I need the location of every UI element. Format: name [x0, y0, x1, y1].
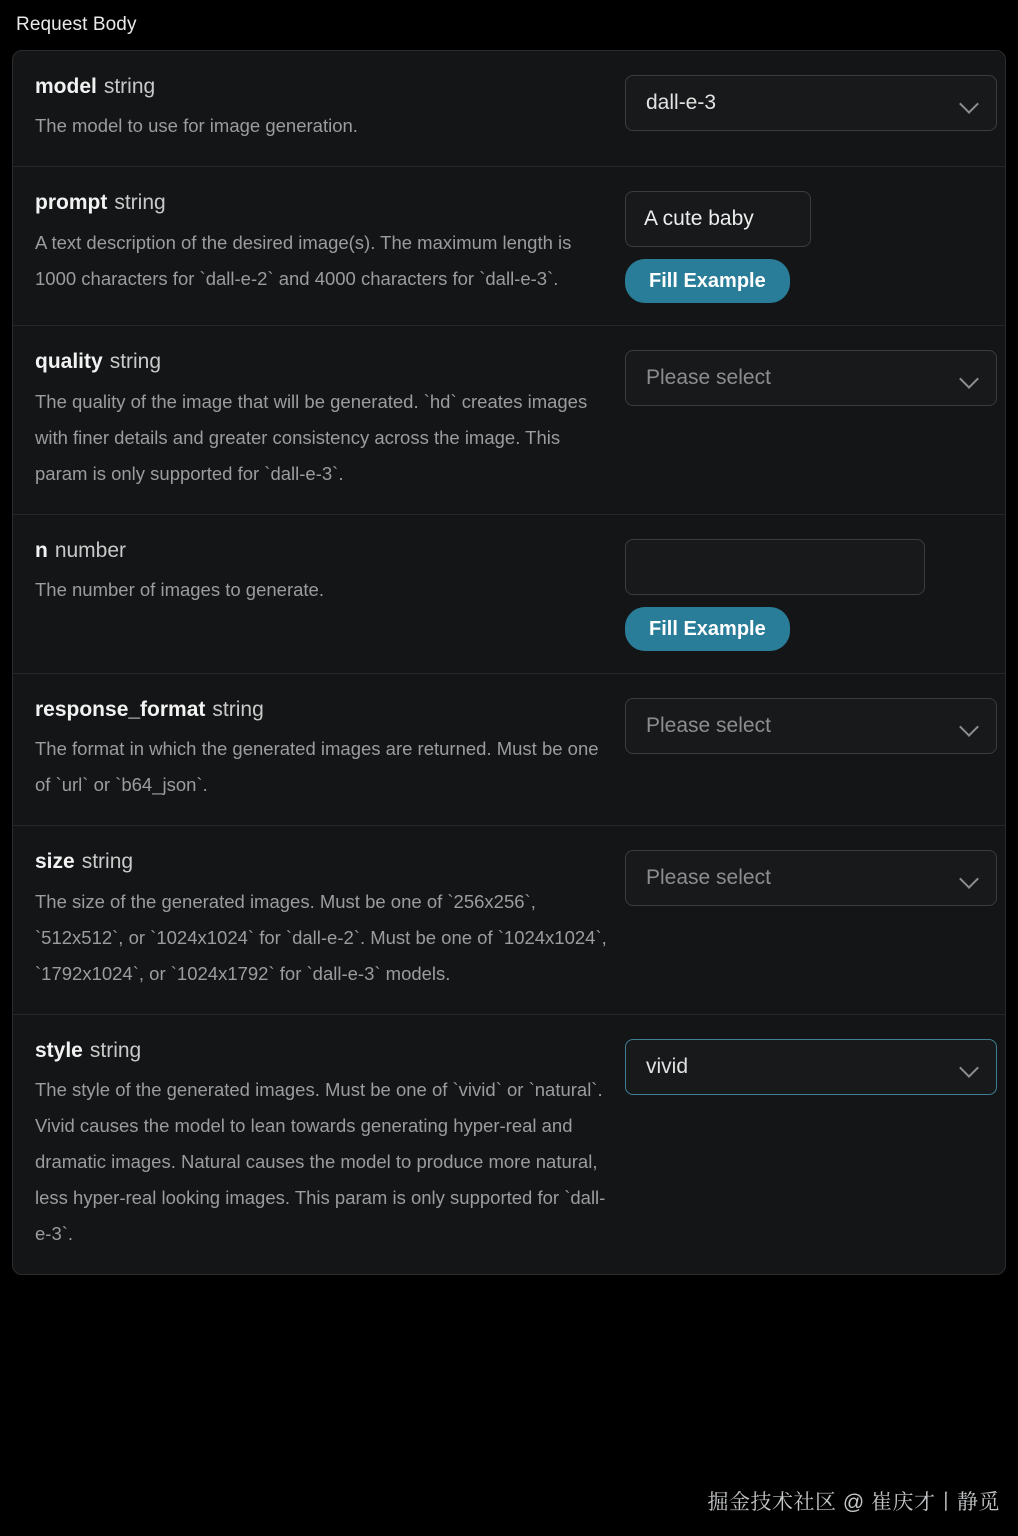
- field-name-style: style: [35, 1038, 83, 1062]
- fill-example-button-prompt[interactable]: Fill Example: [625, 259, 790, 303]
- field-heading-model: [35, 73, 609, 100]
- field-type-prompt: string: [114, 191, 166, 215]
- select-style[interactable]: [625, 1039, 997, 1095]
- field-row-style: [13, 1015, 1005, 1275]
- field-name-prompt: prompt: [35, 191, 108, 215]
- field-row-quality: [13, 326, 1005, 514]
- field-name-quality: quality: [35, 350, 103, 374]
- field-description-style: The style of the generated images. Must be one of `vivid` or `natural`. Vivid causes the model to lean towards generating hyper-real and dramatic images. Natural causes the model to produce more natural, less hyper-real looking images. This param is only supported for `dall-e-3`.: [35, 1079, 606, 1245]
- field-type-style: string: [89, 1038, 142, 1062]
- field-info-prompt: [35, 189, 625, 296]
- select-response-format[interactable]: [625, 698, 997, 754]
- field-info-n: [35, 537, 625, 608]
- field-row-size: [13, 826, 1005, 1014]
- select-quality-value: Please select: [646, 366, 771, 390]
- field-heading-quality: [35, 348, 609, 375]
- select-size-value: Please select: [646, 866, 771, 890]
- field-info-model: [35, 73, 625, 144]
- chevron-down-icon: [960, 1057, 980, 1077]
- field-row-n: [13, 515, 1005, 674]
- input-n[interactable]: [626, 540, 925, 594]
- field-type-response-format: string: [212, 697, 264, 721]
- field-type-quality: string: [109, 350, 162, 374]
- field-info-quality: [35, 348, 625, 491]
- field-description-response-format: The format in which the generated images are returned. Must be one of `url` or `b64_json`.: [35, 738, 599, 796]
- field-info-size: [35, 848, 625, 991]
- field-control-n: [625, 537, 985, 651]
- field-name-response-format: response_format: [35, 697, 206, 721]
- field-description-model: The model to use for image generation.: [35, 115, 358, 137]
- field-control-style: [625, 1037, 997, 1095]
- field-description-size: The size of the generated images. Must be one of `256x256`, `512x512`, or `1024x1024` for `dall-e-2`. Must be one of `1024x1024`, `1792x1024`, or `1024x1792` for `dall-e-3` models.: [35, 890, 607, 984]
- chevron-down-icon: [960, 868, 980, 888]
- field-name-size: size: [35, 850, 75, 874]
- field-name-n: n: [35, 538, 48, 562]
- field-control-quality: [625, 348, 997, 406]
- field-control-model: [625, 73, 997, 131]
- field-type-size: string: [81, 850, 134, 874]
- chevron-down-icon: [960, 716, 980, 736]
- select-model[interactable]: [625, 75, 997, 131]
- select-response-format-value: Please select: [646, 713, 771, 737]
- field-type-n: number: [54, 538, 127, 562]
- field-control-response-format: [625, 696, 997, 754]
- field-description-n: The number of images to generate.: [35, 579, 324, 601]
- field-info-response-format: [35, 696, 625, 803]
- field-description-quality: The quality of the image that will be generated. `hd` creates images with finer details and greater consistency across the image. This param is only supported for `dall-e-3`.: [35, 390, 588, 484]
- field-heading-size: [35, 848, 609, 875]
- watermark-text: 掘金技术社区 @ 崔庆才丨静觅: [707, 1491, 1000, 1514]
- number-input-wrapper-n: [625, 539, 925, 595]
- chevron-down-icon: [960, 93, 980, 113]
- input-prompt[interactable]: A cute baby: [625, 191, 811, 247]
- field-name-model: model: [35, 75, 97, 98]
- select-style-value: vivid: [646, 1054, 689, 1078]
- field-heading-prompt: [35, 189, 609, 216]
- field-heading-response-format: [35, 696, 609, 723]
- field-row-response-format: [13, 674, 1005, 826]
- field-control-size: [625, 848, 997, 906]
- select-size[interactable]: [625, 850, 997, 906]
- field-description-prompt: A text description of the desired image(s). The maximum length is 1000 characters for `dall-e-2` and 4000 characters for `dall-e-3`.: [35, 231, 572, 289]
- select-model-value: dall-e-3: [646, 91, 717, 114]
- request-body-panel: [12, 50, 1006, 1275]
- field-control-prompt: [625, 189, 985, 303]
- select-quality[interactable]: [625, 350, 997, 406]
- field-row-model: [13, 51, 1005, 167]
- page-title: Request Body: [16, 14, 137, 35]
- field-heading-n: [35, 537, 609, 564]
- field-type-model: string: [103, 75, 156, 98]
- chevron-down-icon: [960, 368, 980, 388]
- field-info-style: [35, 1037, 625, 1253]
- fill-example-button-n[interactable]: Fill Example: [625, 607, 790, 651]
- field-row-prompt: [13, 167, 1005, 326]
- field-heading-style: [35, 1037, 609, 1064]
